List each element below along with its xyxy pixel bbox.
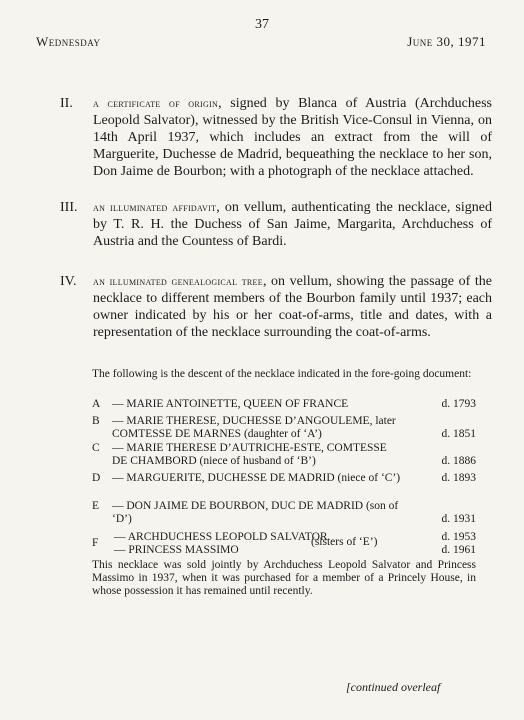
descent-date: d. 1851 (441, 428, 476, 440)
item-genealogical-tree (60, 273, 492, 341)
header-date: June 30, 1971 (407, 34, 486, 49)
descent-date: d. 1931 (441, 513, 476, 525)
descent-date: d. 1961 (441, 544, 476, 556)
descent-entry-a (92, 398, 476, 411)
descent-intro: The following is the descent of the necklace indicated in the fore-going document: (92, 368, 472, 380)
item-text: , on vellum, authenticating the necklace, signed by T. R. H. the Duchess of San Jaime, Margarita, Archduchess of Austria and the Countess of Bardi. (93, 200, 492, 249)
header-weekday: Wednesday (36, 34, 101, 49)
descent-text: — MARIE ANTOINETTE, QUEEN OF FRANCE (112, 398, 349, 410)
descent-date: d. 1886 (441, 455, 476, 467)
descent-letter: E (92, 500, 100, 512)
descent-letter: F (92, 537, 99, 549)
descent-text: — DON JAIME DE BOURBON, DUC DE MADRID (son of ‘D’) (112, 500, 399, 525)
descent-letter: D (92, 472, 101, 484)
descent-text: — MARIE THERESE, DUCHESSE D’ANGOULEME, later COMTESSE DE MARNES (daughter of ‘A’) (112, 415, 396, 440)
descent-date: d. 1893 (441, 472, 476, 484)
item-illuminated-affidavit (60, 199, 492, 250)
item-certificate-of-origin (60, 95, 492, 180)
descent-text: — MARIE THERESE D’AUTRICHE-ESTE, COMTESSE DE CHAMBORD (niece of husband of ‘B’) (112, 442, 387, 467)
descent-letter: C (92, 442, 100, 454)
descent-entry-b (92, 415, 476, 441)
descent-name-princess: — PRINCESS MASSIMO (114, 544, 239, 556)
descent-letter: B (92, 415, 100, 427)
descent-outro: This necklace was sold jointly by Archduchess Leopold Salvator and Princess Massimo in 1937, when it was purchased for a member of a Princely House, in whose possession it has remained until recently. (92, 559, 476, 597)
item-heading: a certificate of origin (93, 96, 219, 110)
page-number: 37 (255, 17, 269, 32)
item-text: , on vellum, showing the passage of the necklace to different members of the Bourbon family until 1937; each owner indicated by his or her coat-of-arms, title and dates, with a representation of the necklace surrounding the coat-of-arms. (93, 274, 492, 340)
item-numeral: III. (60, 200, 78, 215)
descent-name-archduchess: — ARCHDUCHESS LEOPOLD SALVATOR (114, 531, 328, 543)
descent-date: d. 1793 (441, 398, 476, 410)
descent-entry-d (92, 472, 476, 485)
item-numeral: II. (60, 96, 73, 111)
item-heading: an illuminated genealogical tree (93, 274, 263, 288)
descent-entry-e (92, 500, 476, 526)
descent-letter: A (92, 398, 101, 410)
item-text: , signed by Blanca of Austria (Archduchess Leopold Salvator), witnessed by the British Vice-Consul in Vienna, on 14th April 1937, which includes an extract from the will of Marguerite, Duchesse de Madrid, bequeathing the necklace to her son, Don Jaime de Bourbon; with a photograph of the necklace attached. (93, 96, 492, 179)
item-numeral: IV. (60, 274, 77, 289)
descent-entry-c (92, 442, 476, 468)
item-heading: an illuminated affidavit (93, 200, 217, 214)
continued-overleaf: [continued overleaf (346, 680, 441, 694)
descent-date: d. 1953 (441, 531, 476, 543)
descent-note: (sisters of ‘E’) (311, 536, 378, 548)
descent-text: — MARGUERITE, DUCHESSE DE MADRID (niece of ‘C’) (112, 472, 401, 484)
